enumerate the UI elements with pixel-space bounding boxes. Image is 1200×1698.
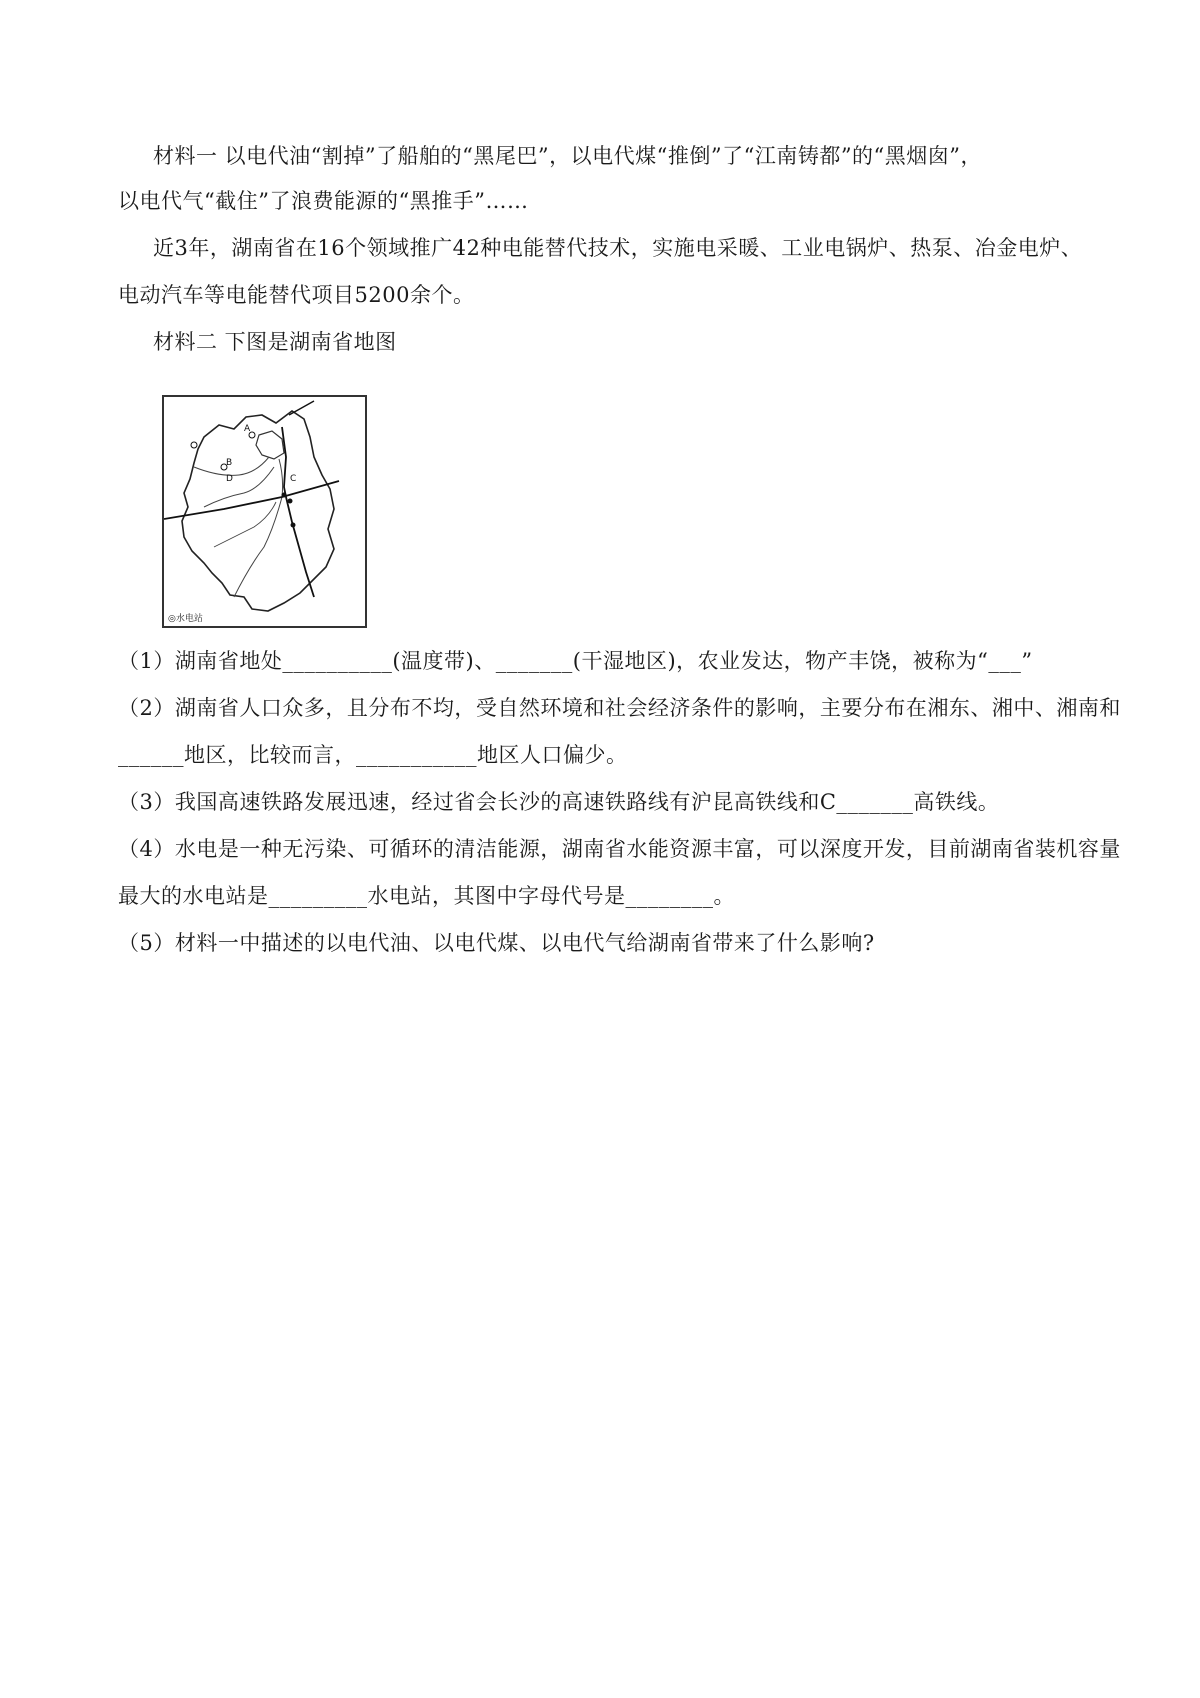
hunan-map-drawing	[164, 397, 365, 626]
map-label-d: D	[226, 474, 233, 484]
question-4-line1: （4）水电是一种无污染、可循环的清洁能源，湖南省水能资源丰富，可以深度开发，目前湖南省装机容量	[118, 837, 1121, 861]
material1-line1: 材料一 以电代油“割掉”了船舶的“黑尾巴”，以电代煤“推倒”了“江南铸都”的“黑烟囱”，	[153, 144, 983, 168]
river-3	[234, 459, 283, 597]
city-zhuzhou-dot	[288, 499, 293, 504]
railway-north-south	[282, 427, 314, 597]
railway-east-west	[164, 481, 339, 519]
map-label-b: B	[226, 458, 233, 468]
material1-line4: 电动汽车等电能替代项目5200余个。	[118, 283, 475, 307]
hydropower-station-icon	[191, 442, 197, 448]
hunan-map	[162, 395, 367, 628]
map-legend: ◎水电站	[168, 614, 203, 624]
map-label-c: C	[290, 474, 297, 484]
city-hengyang-dot	[291, 523, 296, 528]
province-outline	[182, 411, 334, 611]
question-2-line2: ______地区，比较而言，___________地区人口偏少。	[118, 743, 628, 767]
question-1: （1）湖南省地处__________(温度带)、_______(干湿地区)，农业发达，物产丰饶，被称为“___”	[118, 649, 1033, 673]
material2-title: 材料二 下图是湖南省地图	[153, 330, 397, 354]
city-changsha-dot	[282, 493, 287, 498]
map-label-a: A	[244, 424, 251, 434]
material1-line3: 近3年，湖南省在16个领域推广42种电能替代技术，实施电采暖、工业电锅炉、热泵、冶金电炉、	[153, 236, 1083, 260]
question-4-line2: 最大的水电站是_________水电站，其图中字母代号是________。	[118, 884, 735, 908]
lake-outline	[256, 431, 284, 459]
question-2-line1: （2）湖南省人口众多，且分布不均，受自然环境和社会经济条件的影响，主要分布在湘东、湘中、湘南和	[118, 696, 1121, 720]
question-5: （5）材料一中描述的以电代油、以电代煤、以电代气给湖南省带来了什么影响?	[118, 931, 875, 955]
material1-line2: 以电代气“截住”了浪费能源的“黑推手”……	[118, 189, 529, 213]
question-3: （3）我国高速铁路发展迅速，经过省会长沙的高速铁路线有沪昆高铁线和C_______高铁线。	[118, 790, 1000, 814]
railway-north-spur	[289, 401, 314, 415]
